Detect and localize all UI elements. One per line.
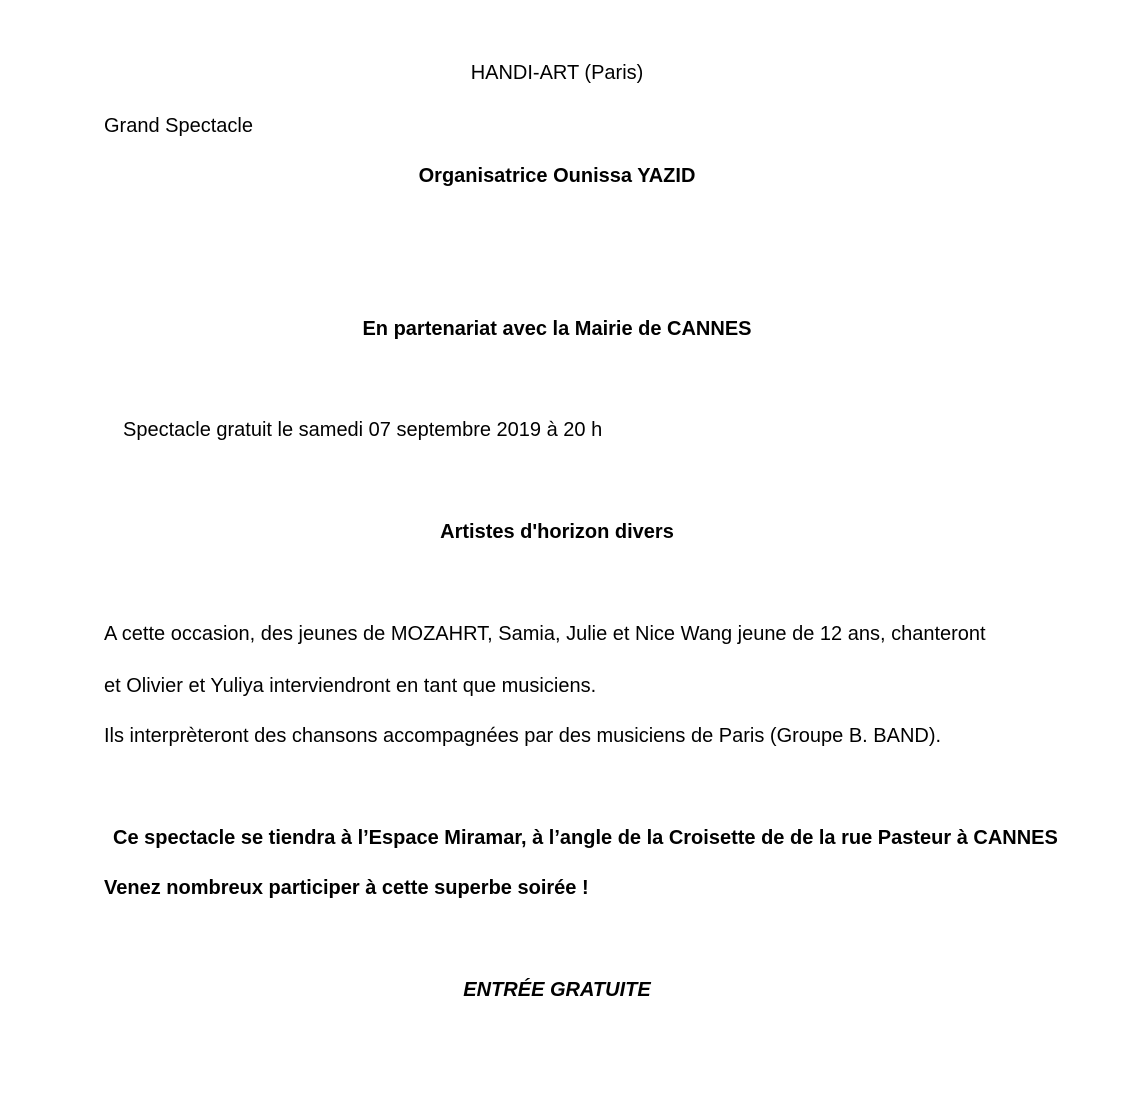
artists-heading: Artistes d'horizon divers — [440, 521, 674, 543]
date-line: Spectacle gratuit le samedi 07 septembre 2019 à 20 h — [123, 419, 603, 441]
body-paragraph-line-3: Ils interprèteront des chansons accompagnées par des musiciens de Paris (Groupe B. BAND). — [104, 725, 942, 747]
body-paragraph-line-2: et Olivier et Yuliya interviendront en tant que musiciens. — [104, 675, 597, 697]
org-header: HANDI-ART (Paris) — [470, 62, 644, 84]
partnership-line: En partenariat avec la Mairie de CANNES — [362, 318, 752, 340]
organizer-line: Organisatrice Ounissa YAZID — [418, 165, 696, 187]
invitation-line: Venez nombreux participer à cette superbe soirée ! — [104, 877, 589, 899]
entry-line: ENTRÉE GRATUITE — [463, 979, 651, 1001]
event-type: Grand Spectacle — [104, 115, 253, 137]
body-paragraph-line-1: A cette occasion, des jeunes de MOZAHRT, Samia, Julie et Nice Wang jeune de 12 ans, chanteront — [104, 623, 986, 645]
venue-line: Ce spectacle se tiendra à l’Espace Miramar, à l’angle de la Croisette de de la rue Pasteur à CANNES — [113, 827, 1058, 849]
